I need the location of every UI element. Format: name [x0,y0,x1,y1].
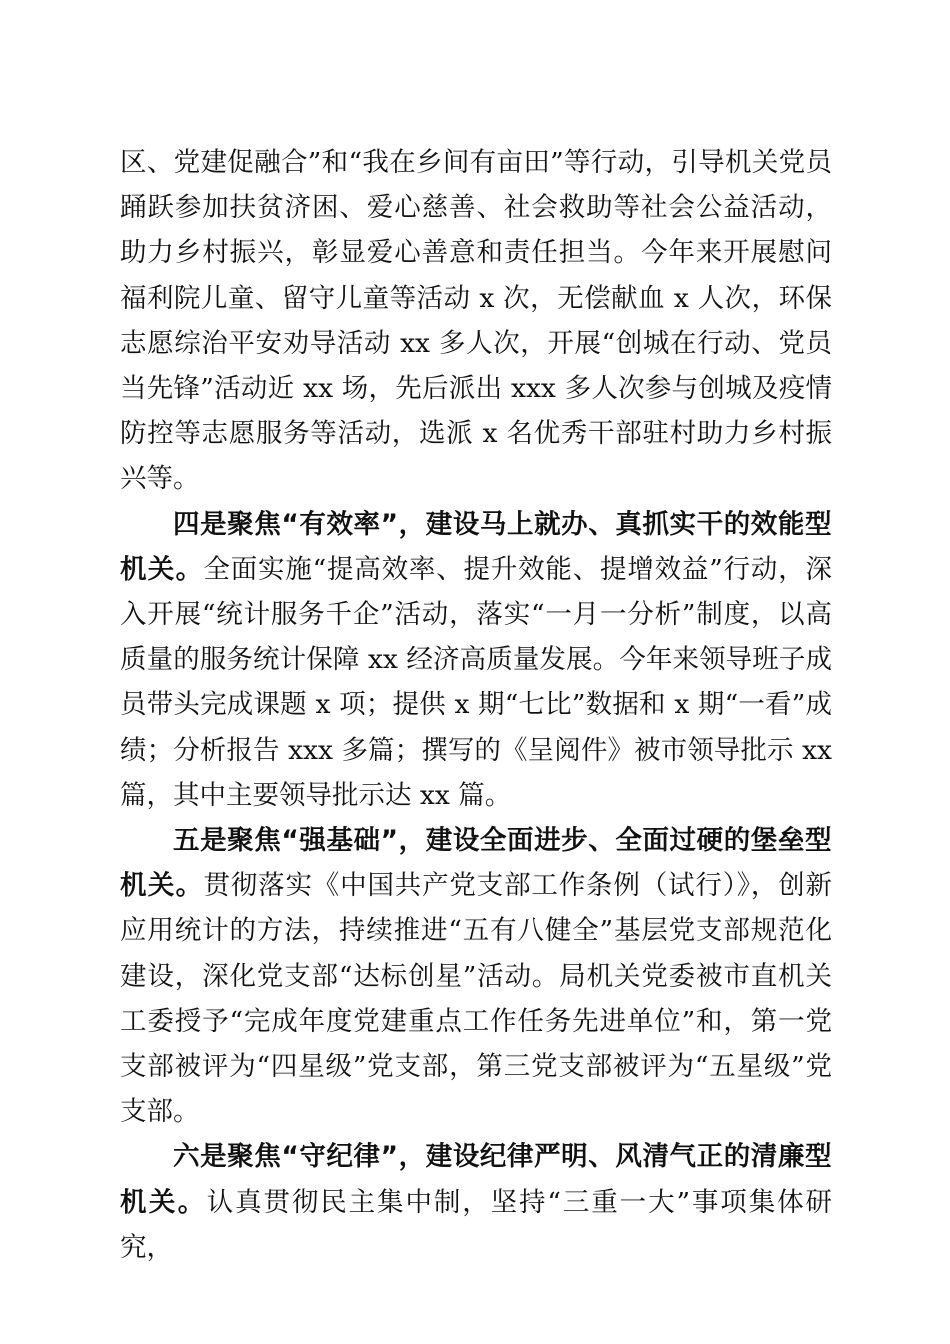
paragraph-2-heading: 四是聚焦“有效率”，建设马上就办、真抓实干的效能型机关。 [120,508,832,585]
paragraph-4 [120,1134,832,1270]
paragraph-4-heading: 六是聚焦“守纪律”，建设纪律严明、风清气正的清廉型机关。 [120,1141,832,1218]
paragraph-2-body: 全面实施“提高效率、提升效能、提增效益”行动，深入开展“统计服务千企”活动，落实“一月一分析”制度，以高质量的服务统计保障 xx 经济高质量发展。今年来领导班子成员带头完成课题 x 项；提供 x 期“七比”数据和 x 期“一看”成绩；分析报告 xxx 多篇；撰写的《呈阅件》被市领导批示 xx 篇，其中主要领导批示达 xx 篇。 [120,553,832,811]
document-page [120,140,832,1270]
paragraph-1 [120,140,832,502]
paragraph-3 [120,818,832,1134]
paragraph-2 [120,502,832,818]
paragraph-3-heading: 五是聚焦“强基础”，建设全面进步、全面过硬的堡垒型机关。 [120,825,832,902]
paragraph-1-body: 区、党建促融合”和“我在乡间有亩田”等行动，引导机关党员踊跃参加扶贫济困、爱心慈善、社会救助等社会公益活动，助力乡村振兴，彰显爱心善意和责任担当。今年来开展慰问福利院儿童、留守儿童等活动 x 次，无偿献血 x 人次，环保志愿综治平安劝导活动 xx 多人次，开展“创城在行动、党员当先锋”活动近 xx 场，先后派出 xxx 多人次参与创城及疫情防控等志愿服务等活动，选派 x 名优秀干部驻村助力乡村振兴等。 [120,147,832,495]
paragraph-3-body: 贯彻落实《中国共产党支部工作条例（试行）》，创新应用统计的方法，持续推进“五有八健全”基层党支部规范化建设，深化党支部“达标创星”活动。局机关党委被市直机关工委授予“完成年度党建重点工作任务先进单位”和，第一党支部被评为“四星级”党支部，第三党支部被评为“五星级”党支部。 [120,870,833,1128]
paragraph-4-body: 认真贯彻民主集中制，坚持“三重一大”事项集体研究， [120,1186,832,1263]
